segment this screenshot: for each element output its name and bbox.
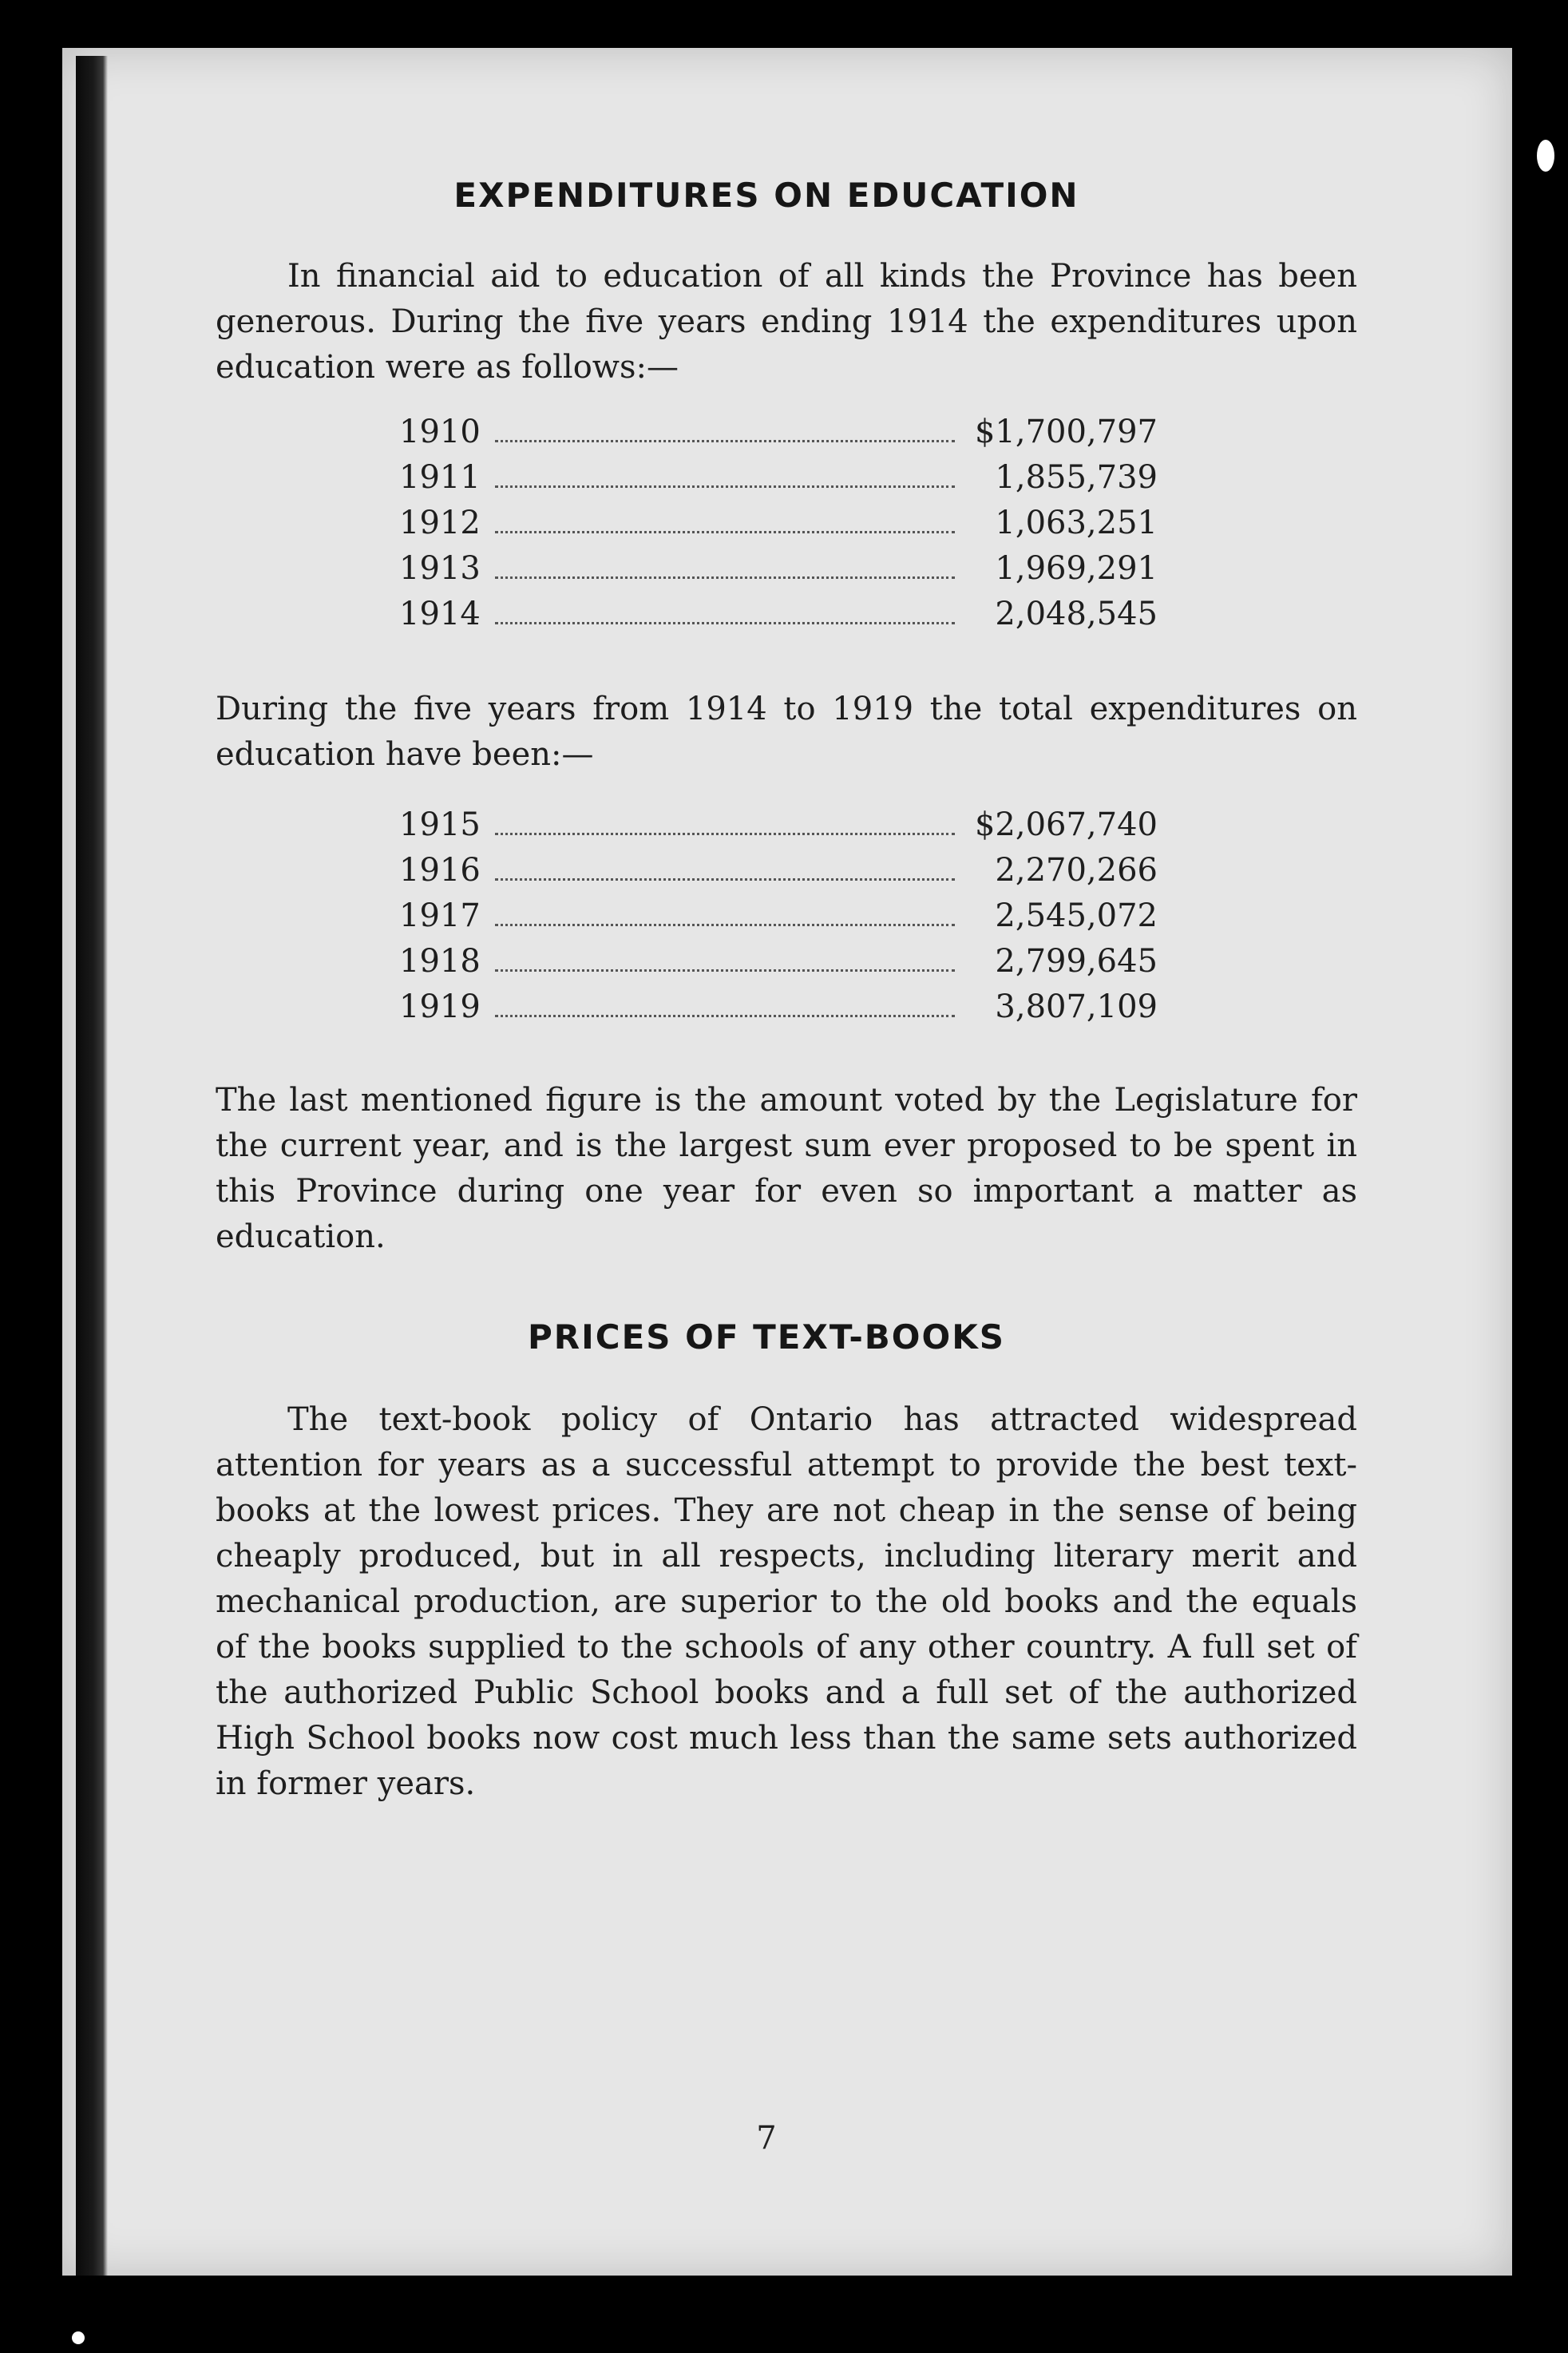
table-row bbox=[399, 414, 1158, 459]
dot-leader bbox=[495, 622, 955, 624]
expenditure-table-1910-1914 bbox=[399, 414, 1158, 641]
year-cell: 1913 bbox=[399, 550, 481, 587]
scan-speck bbox=[72, 2331, 85, 2344]
amount-cell: 1,063,251 bbox=[995, 505, 1158, 541]
amount-cell: $1,700,797 bbox=[974, 414, 1158, 450]
dot-leader bbox=[495, 969, 955, 972]
dot-leader bbox=[495, 576, 955, 579]
dot-leader bbox=[495, 1015, 955, 1017]
table-row bbox=[399, 943, 1158, 988]
scan-speck bbox=[1537, 140, 1554, 172]
education-closing bbox=[216, 1078, 1357, 1260]
binding-edge bbox=[76, 56, 108, 2276]
textbooks-body bbox=[216, 1397, 1357, 1807]
year-cell: 1919 bbox=[399, 988, 481, 1025]
amount-cell: 2,545,072 bbox=[995, 897, 1158, 934]
year-cell: 1912 bbox=[399, 505, 481, 541]
amount-cell: $2,067,740 bbox=[974, 806, 1158, 843]
table-row bbox=[399, 550, 1158, 596]
dot-leader bbox=[495, 833, 955, 835]
year-cell: 1915 bbox=[399, 806, 481, 843]
year-cell: 1916 bbox=[399, 852, 481, 889]
textbooks-body-text: The text-book policy of Ontario has attracted widespread attention for years as a successful attempt to provide the best text-books at the lowest prices. They are not cheap in the sense of being cheaply produced, but in all respects, including literary merit and mechanical production, are superior to the old books and the equals of the books supplied to the schools of any other country. A full set of the authorized Public School books and a full set of the authorized High School books now cost much less than the same sets authorized in former years. bbox=[216, 1401, 1357, 1802]
expenditure-table-1915-1919 bbox=[399, 806, 1158, 1034]
textbooks-heading: PRICES OF TEXT-BOOKS bbox=[528, 1317, 1005, 1357]
amount-cell: 2,270,266 bbox=[995, 852, 1158, 889]
page-number: 7 bbox=[756, 2120, 777, 2157]
year-cell: 1918 bbox=[399, 943, 481, 980]
year-cell: 1910 bbox=[399, 414, 481, 450]
table-row bbox=[399, 897, 1158, 943]
education-intro-text: In financial aid to education of all kinds the Province has been generous. During the five years ending 1914 the expenditures upon education were as follows:— bbox=[216, 258, 1357, 386]
year-cell: 1917 bbox=[399, 897, 481, 934]
amount-cell: 1,969,291 bbox=[995, 550, 1158, 587]
education-heading: EXPENDITURES ON EDUCATION bbox=[453, 176, 1079, 215]
education-closing-text: The last mentioned figure is the amount voted by the Legislature for the current year, and is the largest sum ever proposed to be spent in this Province during one year for even so important a matter as education. bbox=[216, 1082, 1357, 1255]
table-row bbox=[399, 988, 1158, 1034]
year-cell: 1911 bbox=[399, 459, 481, 496]
education-middle bbox=[216, 687, 1357, 778]
dot-leader bbox=[495, 440, 955, 442]
table-row bbox=[399, 806, 1158, 852]
year-cell: 1914 bbox=[399, 596, 481, 632]
education-intro bbox=[216, 254, 1357, 390]
dot-leader bbox=[495, 485, 955, 488]
amount-cell: 1,855,739 bbox=[995, 459, 1158, 496]
table-row bbox=[399, 459, 1158, 505]
amount-cell: 3,807,109 bbox=[995, 988, 1158, 1025]
dot-leader bbox=[495, 924, 955, 926]
amount-cell: 2,048,545 bbox=[995, 596, 1158, 632]
dot-leader bbox=[495, 878, 955, 881]
table-row bbox=[399, 852, 1158, 897]
table-row bbox=[399, 505, 1158, 550]
education-middle-text: During the five years from 1914 to 1919 the total expenditures on education have been:— bbox=[216, 691, 1357, 773]
table-row bbox=[399, 596, 1158, 641]
dot-leader bbox=[495, 531, 955, 533]
amount-cell: 2,799,645 bbox=[995, 943, 1158, 980]
